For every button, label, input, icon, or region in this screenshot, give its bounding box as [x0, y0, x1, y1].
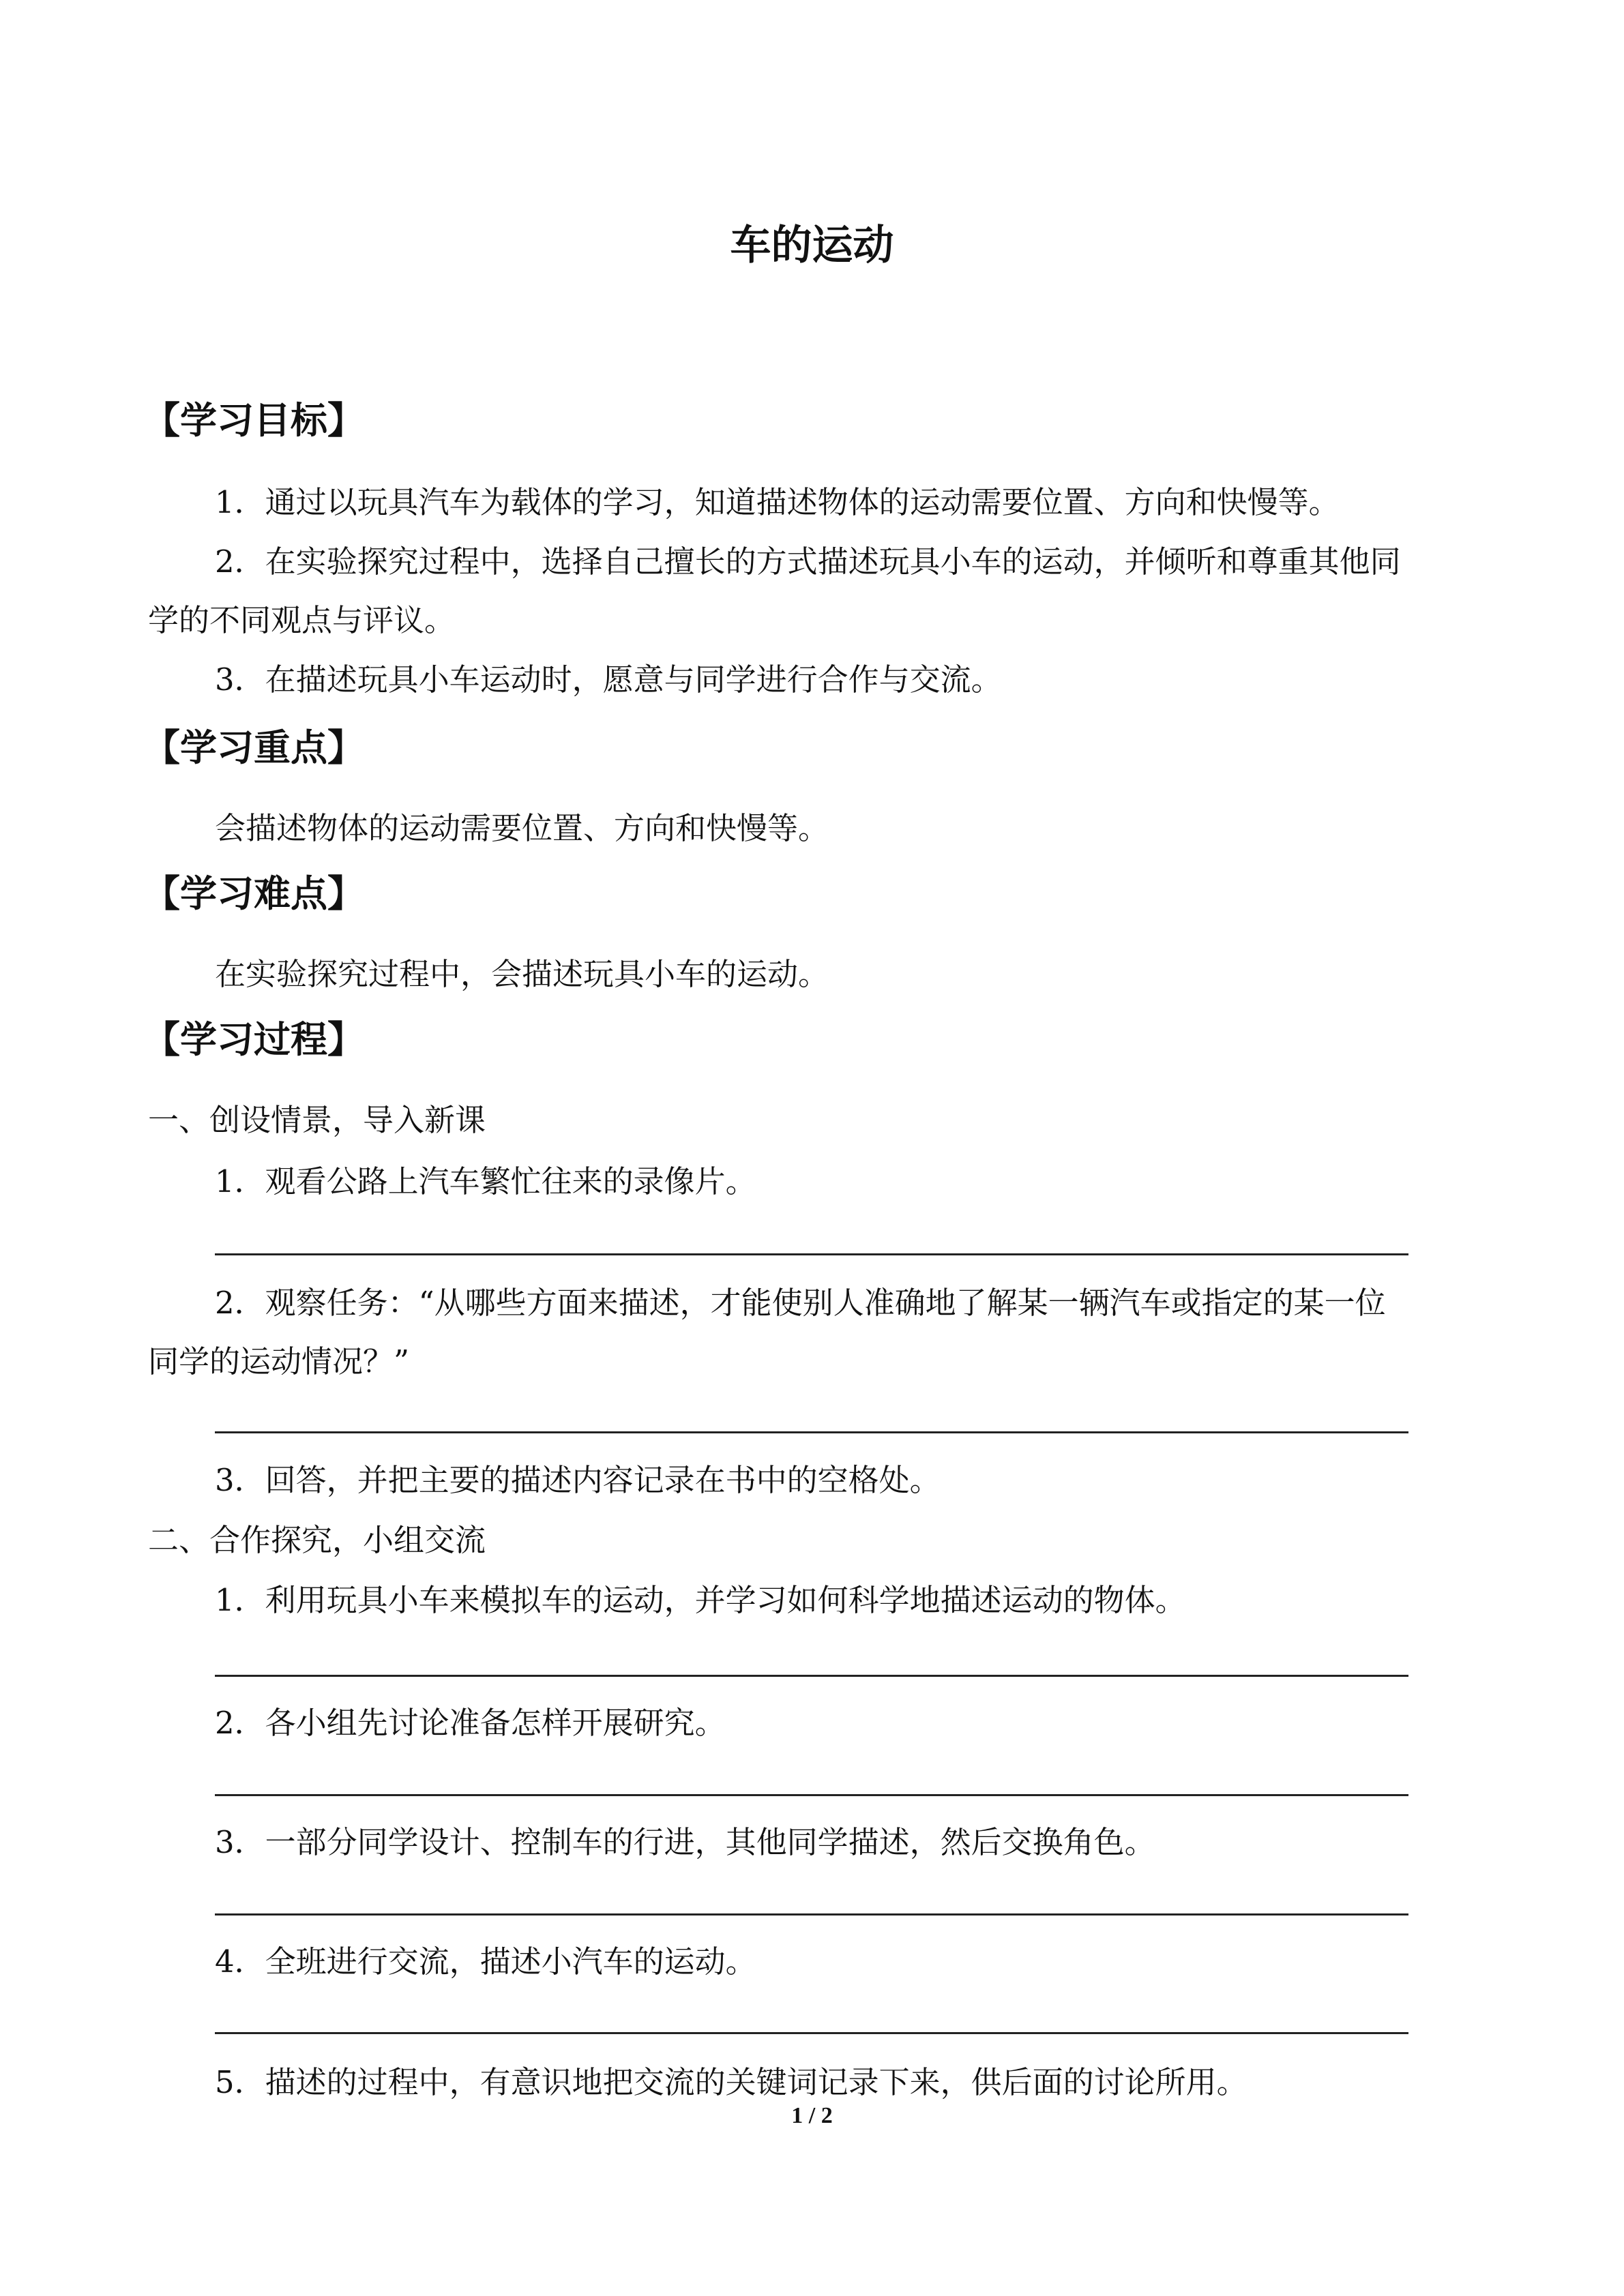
objective-3: 3．在描述玩具小车运动时，愿意与同学进行合作与交流。: [215, 661, 1002, 698]
heading-process: 【学习过程】: [143, 1018, 364, 1061]
part1-title: 一、创设情景，导入新课: [148, 1102, 486, 1138]
heading-objectives: 【学习目标】: [143, 399, 364, 442]
part1-item2-line1: 2．观察任务：“从哪些方面来描述，才能使别人准确地了解某一辆汽车或指定的某一位: [215, 1285, 1386, 1321]
part2-item3: 3．一部分同学设计、控制车的行进，其他同学描述，然后交换角色。: [215, 1824, 1155, 1860]
part1-item1: 1．观看公路上汽车繁忙往来的录像片。: [215, 1163, 756, 1199]
part2-item2: 2．各小组先讨论准备怎样开展研究。: [215, 1705, 726, 1741]
answer-line: [215, 1253, 1408, 1255]
document-title: 车的运动: [730, 222, 894, 269]
answer-line: [215, 1431, 1408, 1433]
part1-item3: 3．回答，并把主要的描述内容记录在书中的空格处。: [215, 1462, 941, 1498]
part2-item5: 5．描述的过程中，有意识地把交流的关键词记录下来，供后面的讨论所用。: [215, 2064, 1247, 2100]
heading-difficulties: 【学习难点】: [143, 872, 364, 915]
answer-line: [215, 1913, 1408, 1915]
objective-1: 1．通过以玩具汽车为载体的学习，知道描述物体的运动需要位置、方向和快慢等。: [215, 484, 1340, 520]
answer-line: [215, 1675, 1408, 1677]
part2-item1: 1．利用玩具小车来模拟车的运动，并学习如何科学地描述运动的物体。: [215, 1582, 1186, 1618]
difficulties-text: 在实验探究过程中，会描述玩具小车的运动。: [215, 956, 829, 992]
heading-key-points: 【学习重点】: [143, 726, 364, 769]
answer-line: [215, 1794, 1408, 1796]
part2-title: 二、合作探究，小组交流: [148, 1522, 486, 1558]
key-points-text: 会描述物体的运动需要位置、方向和快慢等。: [215, 810, 829, 846]
answer-line: [215, 2032, 1408, 2034]
objective-2-line2: 学的不同观点与评议。: [148, 602, 456, 638]
objective-2-line1: 2．在实验探究过程中，选择自己擅长的方式描述玩具小车的运动，并倾听和尊重其他同: [215, 543, 1401, 580]
page-number: 1 / 2: [791, 2103, 833, 2128]
part1-item2-line2: 同学的运动情况？”: [148, 1343, 410, 1380]
part2-item4: 4．全班进行交流，描述小汽车的运动。: [215, 1943, 756, 1980]
